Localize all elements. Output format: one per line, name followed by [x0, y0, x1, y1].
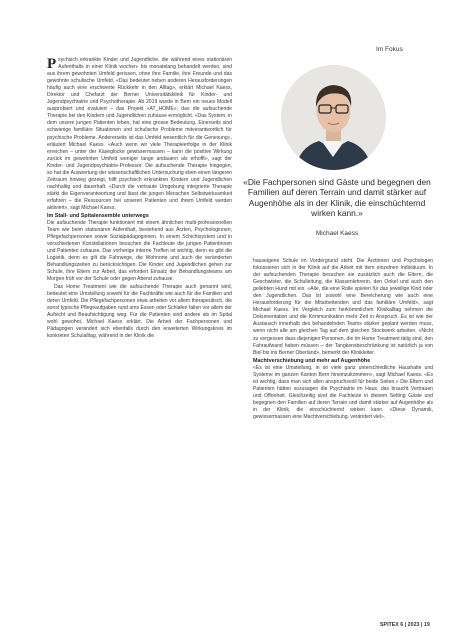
body-paragraph: hauseigene Schule im Vordergrund steht. Die Ärztinnen und Psychologen fokussieren sich in der Klinik auf die Arbeit mit dem einzelnen Individuum. In der aufsuchenden Therapie besuchen sie zusätzlich auch die Eltern, die Geschwister, die Schulleitung, die Klassenlehrerin, den Onkel und auch den geliebten Hund mit ein. «Alle, die eine Rolle spielen für das jeweilige Kind oder den Jugendlichen. Das ist sowohl eine Bereicherung wie auch eine Herausforderung für die Mitarbeitenden und das familiäre Umfeld», sagt Michael Kaess. Im Vergleich zum herkömmlichen Klinikalltag nehmen die Dokumentation und die Kommunikation mehr Zeit in Anspruch. Es ist wie der Austausch innerhalb des behandelnden Teams stärker geplant werden muss, wenn nicht alle am gleichen Tag auf dem gleichen Stockwerk arbeiten. «Nicht zu vergessen dass diejenigen Personen, die im Home Treatment tätig sind, den Fahraufwand haben müssen – der Tangkensbeschränkung ist natürlich ja von Biel bis ins Berner Oberland», bemerkt der Klinikleiter.	[253, 258, 433, 356]
dropcap: P	[47, 56, 57, 72]
subheading: Im Stall- und Spitalensemble unterwegs	[47, 213, 149, 220]
article-left-column	[47, 57, 232, 340]
body-paragraph: Die aufsuchende Therapie funktioniert mit einem ähnlichen multi-professionellen Team wie beim stationären Aufenthalt, bestehend aus Ärzten, Psychologinnen, Pflegefachpersonen sowie Sozialpädagoginnen. In einem Schichtsystem und in verschiedenen Konstellationen besuchen die Fachleute die jungen Patientinnen und Patienten zuhause. Das vorherige interne Treffen ist wichtig, denn es gibt die Logistik, denn es gilt die Fahrwege, die Wohnorte und auch die veränderten Behandlungszeiten zu berücksichtigen. Die Kinder und Jugendlichen gehen zur Schule, ihre Eltern zur Arbeit, das erfordert Einsatz der Behandlungsteams am Morgen früh vor der Schule oder gegen Abend zuhause.	[47, 220, 232, 283]
intro-paragraph	[47, 57, 232, 212]
body-paragraph: «Es ist eine Umstellung, in so viele ganz unterschiedliche Haushalte und Systeme im ganzen Kanton Bern hineinzukommen», sagt Michael Kaess. «Es ist wichtig, dass man sich allen anspruchsvoll für beide Seiten.» Die Eltern und Patienten hätten sozusagen die Psychiatrie im Haus, das braucht Vertrauen und Offenheit. Gleichzeitig sind die Fachleute in diesem Setting Gäste und begegnen den Familien auf deren Terrain und damit stärker auf Augenhöhe als in der Klinik, die einschüchternd wirken kann. «Diese Dynamik, gewissermassen eine Machtverschiebung, verändert viel».	[253, 364, 433, 421]
section-label: Im Fokus	[376, 46, 403, 53]
body-paragraph: Das Home Treatment wie die aufsuchende Therapie auch genannt wird, bedeutet eine Umstellung sowohl für die Fachkräfte wie auch für die Familien und deren Umfeld. Die Pflegefachpersonen etwa arbeiten vor allem therapeutisch, die sonst typische Pflegeaufgaben rund ums Essen oder Schlafen fallen vor allem der Aufsicht und Beaufsichtigung weg. Für die Patienten sind andere als im Spital wohl gewohnt, Michael Kaess erklärt. Die Arbeit der Fachpersonen und Pädagogen verändert sich ebenfalls durch den erweiterten Wirkungskreis im konkreten Schulalltag, während in der Klinik die	[47, 283, 232, 339]
intro-text: sychisch erkrankte Kinder und Jugendliche, die während eines stationären Aufenthalts in einer Klinik wochen- bis monatelang behandelt werden, sind aus ihrem gewohnten Umfeld gerissen, ohne ihre Familie, ihre Freunde und das gewohnte schulische Umfeld. «Das bedeutet neben anderen Herausforderungen häufig auch eine erschwerte Rückkehr in den Alltag», erklärt Michael Kaess, Direktor und Chefarzt der Berner Universitätsklinik für Kinder- und Jugendpsychiatrie und Psychotherapie. Ab 2019 wurde in Bern ein neues Modell ausprobiert und evaluiert – das Projekt «AT_HOME», das die aufsuchende Therapie bei den Kindern und Jugendlichen zuhause ermöglicht. «Das System, in dem unsere jungen Patienten leben, hat eine grosse Bedeutung. Einerseits sind schwierige familiäre Situationen und schulische Probleme mitverantwortlich für psychische Probleme. Andererseits ist das Umfeld wesentlich für die Genesung», erläutert Michael Kaess. «Auch wenn wir viele Therapieerfolge in der Klinik erreichen – unter der Käseglocke gewissermassen – kann die positive Wirkung zurück im gewohnten Umfeld weniger lange andauern als erhofft», sagt der Kinder- und Jugendpsychiatrie-Professor. Die aufsuchende Therapie hingegen, so hat die Auswertung der wissenschaftlichen Untersuchung eben einen längeren Zeitraum hinweg gezeigt, hilft psychisch erkrankten Kindern und Jugendlichen nachhaltig und dauerhaft. «Durch die vertraute Umgebung integrierte Therapie stärkt die Eigenverantwortung und lässt die jungen Menschen Selbstwirksamkeit erfahren – die Ressourcen bei unseren Patienten und ihrem Umfeld werden aktiviert», sagt Michael Kaess.	[47, 57, 232, 211]
quote-author: Michael Kaess	[315, 230, 359, 237]
portrait-photo	[281, 65, 386, 170]
pull-quote: «Die Fachpersonen sind Gäste und begegnen den Familien auf deren Terrain und damit stärker auf Augenhöhe als in der Klinik, die einschüchternd wirken kann.»	[243, 177, 431, 219]
page-footer: SPITEX 6 | 2023 | 19	[380, 622, 430, 628]
article-right-column	[253, 258, 433, 421]
subheading: Machtverschiebung und mehr auf Augenhöhe	[253, 357, 371, 364]
